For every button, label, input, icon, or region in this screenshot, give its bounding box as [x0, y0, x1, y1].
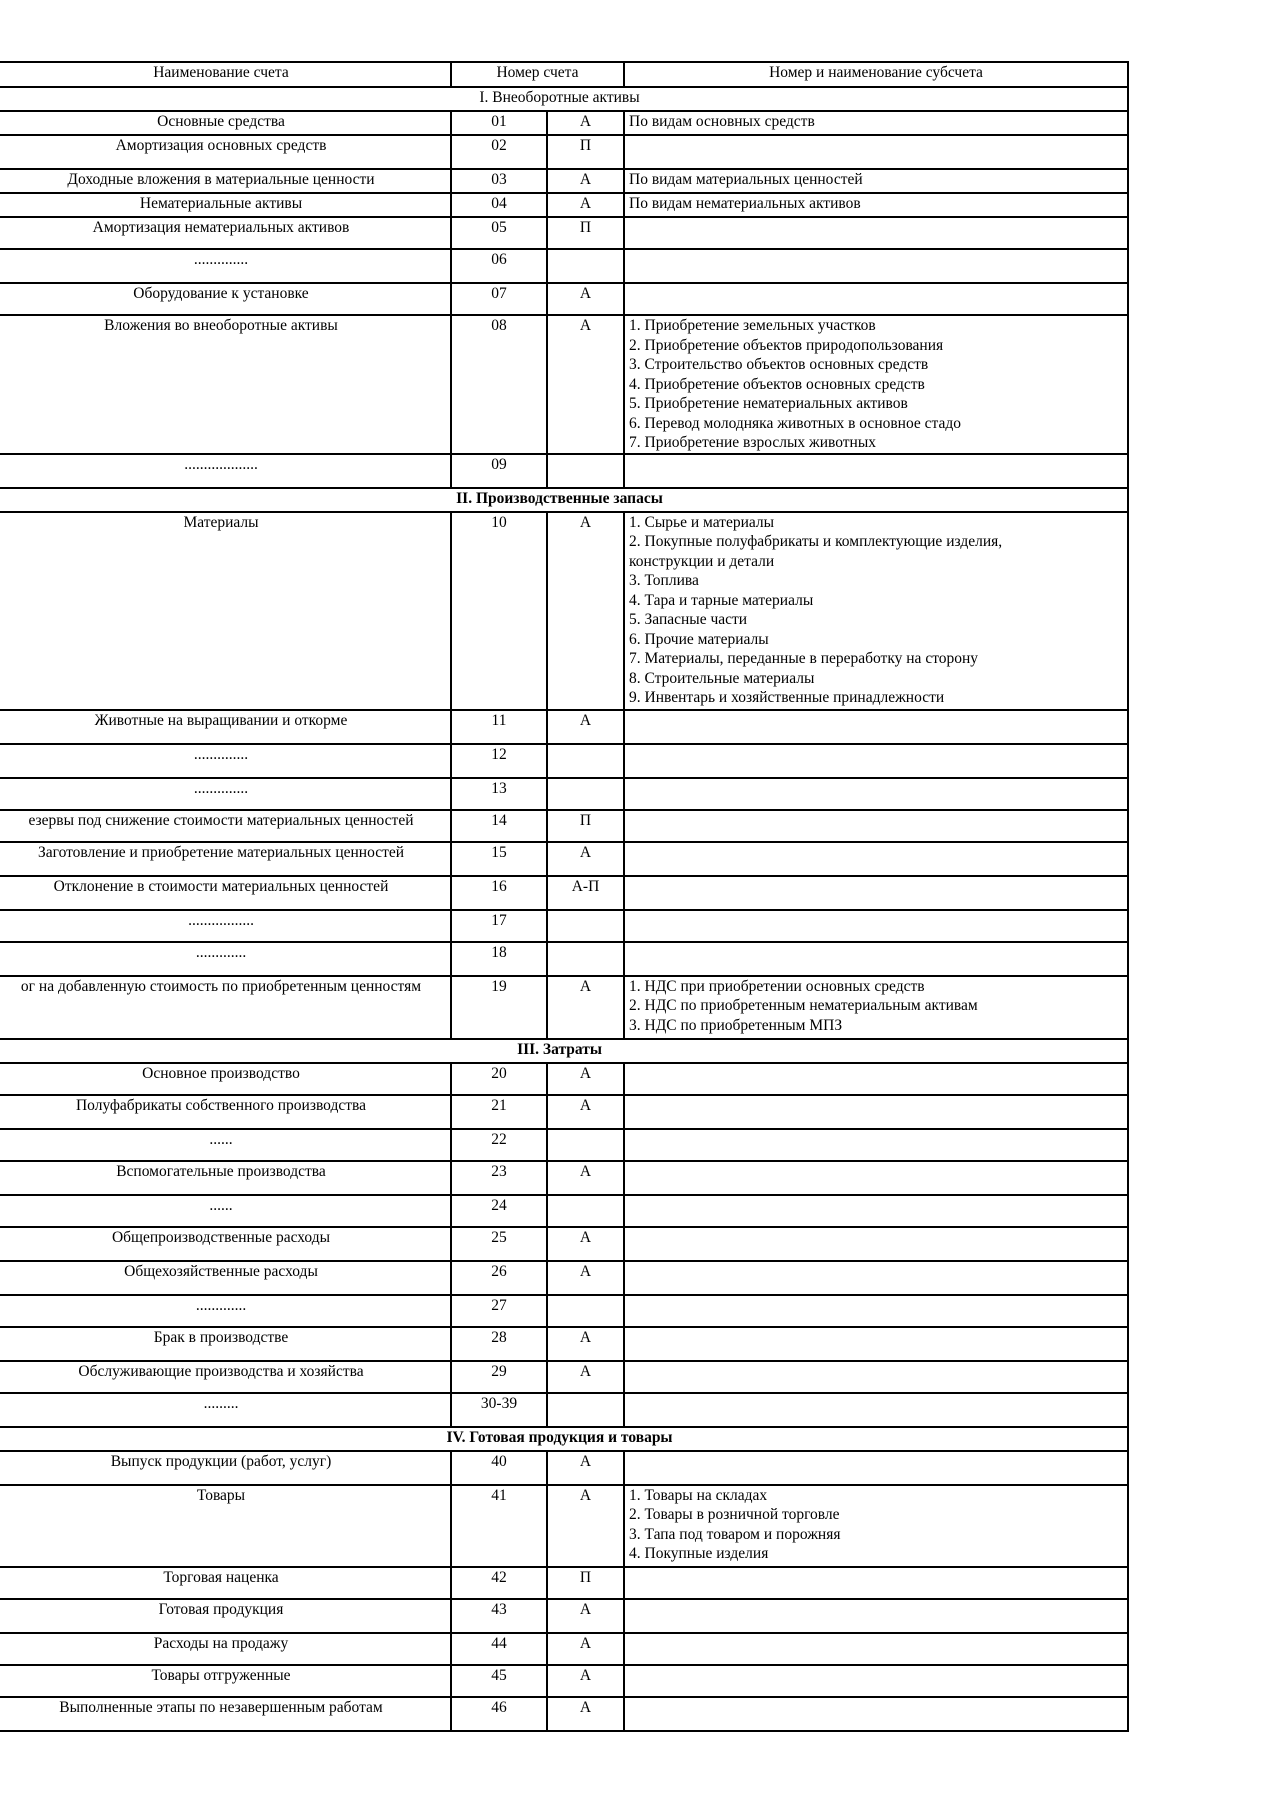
account-row — [0, 193, 1128, 217]
account-type: А — [547, 315, 624, 454]
account-row — [0, 842, 1128, 876]
subaccount-line: 3. Топлива — [629, 572, 699, 589]
account-name: Товары отгруженные — [0, 1665, 451, 1697]
account-type: А — [547, 1361, 624, 1393]
account-row — [0, 1063, 1128, 1095]
account-type: А — [547, 1095, 624, 1129]
subaccount-line: конструкции и детали — [629, 552, 775, 570]
subaccount-line: По видам основных средств — [629, 113, 815, 130]
account-type: А — [547, 1227, 624, 1261]
account-name: Материалы — [0, 512, 451, 710]
account-type — [547, 778, 624, 810]
account-row — [0, 454, 1128, 488]
account-name: .............. — [0, 778, 451, 810]
subaccounts-cell — [624, 710, 1128, 744]
account-number: 46 — [451, 1697, 547, 1731]
account-type: А — [547, 169, 624, 193]
subaccounts-cell — [624, 1095, 1128, 1129]
account-row — [0, 942, 1128, 976]
section-title: IV. Готовая продукция и товары — [0, 1427, 1128, 1451]
subaccounts-cell — [624, 1567, 1128, 1599]
account-type — [547, 1129, 624, 1161]
subaccount-line: 4. Покупные изделия — [629, 1545, 769, 1562]
account-number: 43 — [451, 1599, 547, 1633]
account-row — [0, 1451, 1128, 1485]
account-name: Доходные вложения в материальные ценности — [0, 169, 451, 193]
subaccounts-cell — [624, 942, 1128, 976]
account-name: Отклонение в стоимости материальных ценностей — [0, 876, 451, 910]
account-type — [547, 249, 624, 283]
account-row — [0, 249, 1128, 283]
subaccount-line: 5. Запасные части — [629, 611, 748, 628]
subaccounts-cell — [624, 1599, 1128, 1633]
account-row — [0, 744, 1128, 778]
subaccount-line: 1. Сырье и материалы — [629, 513, 775, 531]
subaccounts-cell — [624, 135, 1128, 169]
subaccount-line: 3. Тапа под товаром и порожняя — [629, 1525, 841, 1543]
subaccounts-cell — [624, 1393, 1128, 1427]
account-type: А — [547, 1261, 624, 1295]
subaccounts-cell — [624, 1327, 1128, 1361]
account-number: 30-39 — [451, 1393, 547, 1427]
account-type: А — [547, 976, 624, 1039]
account-number: 11 — [451, 710, 547, 744]
account-row — [0, 778, 1128, 810]
subaccount-line: 3. НДС по приобретенным МПЗ — [629, 1016, 843, 1034]
subaccounts-cell — [624, 111, 1128, 135]
header-account-number: Номер счета — [451, 62, 624, 87]
account-row — [0, 1697, 1128, 1731]
account-row — [0, 1227, 1128, 1261]
account-type: А — [547, 1063, 624, 1095]
account-type: П — [547, 810, 624, 842]
subaccounts-cell — [624, 842, 1128, 876]
account-number: 16 — [451, 876, 547, 910]
account-name: Нематериальные активы — [0, 193, 451, 217]
account-type: А — [547, 1327, 624, 1361]
account-type: П — [547, 1567, 624, 1599]
account-row — [0, 976, 1128, 1039]
subaccount-line: 4. Приобретение объектов основных средств — [629, 375, 925, 393]
account-row — [0, 1393, 1128, 1427]
account-number: 08 — [451, 315, 547, 454]
account-type: А — [547, 283, 624, 315]
account-name: Выпуск продукции (работ, услуг) — [0, 1451, 451, 1485]
account-name: Амортизация основных средств — [0, 135, 451, 169]
account-name: ...... — [0, 1129, 451, 1161]
account-number: 24 — [451, 1195, 547, 1227]
account-type: А-П — [547, 876, 624, 910]
subaccounts-cell — [624, 1195, 1128, 1227]
account-number: 20 — [451, 1063, 547, 1095]
account-row — [0, 1665, 1128, 1697]
subaccounts-cell — [624, 1227, 1128, 1261]
subaccount-line: По видам нематериальных активов — [629, 195, 861, 212]
account-number: 18 — [451, 942, 547, 976]
subaccounts-cell — [624, 1129, 1128, 1161]
account-name: Обслуживающие производства и хозяйства — [0, 1361, 451, 1393]
account-type — [547, 1195, 624, 1227]
section-title: III. Затраты — [0, 1039, 1128, 1063]
account-type: А — [547, 111, 624, 135]
account-name: Готовая продукция — [0, 1599, 451, 1633]
header-subaccount: Номер и наименование субсчета — [624, 62, 1128, 87]
account-number: 12 — [451, 744, 547, 778]
account-number: 03 — [451, 169, 547, 193]
subaccount-line: По видам материальных ценностей — [629, 171, 863, 188]
account-number: 21 — [451, 1095, 547, 1129]
account-name: Вспомогательные производства — [0, 1161, 451, 1195]
account-row — [0, 1599, 1128, 1633]
account-number: 44 — [451, 1633, 547, 1665]
account-row — [0, 1327, 1128, 1361]
account-name: ............. — [0, 942, 451, 976]
subaccounts-cell — [624, 1361, 1128, 1393]
account-number: 10 — [451, 512, 547, 710]
subaccounts-cell — [624, 876, 1128, 910]
subaccounts-cell — [624, 1485, 1128, 1567]
account-number: 22 — [451, 1129, 547, 1161]
account-type: А — [547, 710, 624, 744]
account-number: 02 — [451, 135, 547, 169]
subaccounts-cell — [624, 1063, 1128, 1095]
account-type: А — [547, 1451, 624, 1485]
account-type: А — [547, 842, 624, 876]
account-name: ................. — [0, 910, 451, 942]
account-number: 40 — [451, 1451, 547, 1485]
account-number: 06 — [451, 249, 547, 283]
account-name: Товары — [0, 1485, 451, 1567]
account-row — [0, 1161, 1128, 1195]
account-name: Общехозяйственные расходы — [0, 1261, 451, 1295]
account-number: 13 — [451, 778, 547, 810]
account-row — [0, 1095, 1128, 1129]
account-row — [0, 810, 1128, 842]
account-type — [547, 454, 624, 488]
account-number: 07 — [451, 283, 547, 315]
account-name: .............. — [0, 744, 451, 778]
subaccounts-cell — [624, 1161, 1128, 1195]
header-account-name: Наименование счета — [0, 62, 451, 87]
section-title: II. Производственные запасы — [0, 488, 1128, 512]
account-type — [547, 1295, 624, 1327]
account-row — [0, 1361, 1128, 1393]
account-number: 01 — [451, 111, 547, 135]
account-type: А — [547, 1485, 624, 1567]
account-type — [547, 744, 624, 778]
account-row — [0, 283, 1128, 315]
account-name: Общепроизводственные расходы — [0, 1227, 451, 1261]
subaccount-line: 1. Приобретение земельных участков — [629, 317, 876, 334]
subaccounts-cell — [624, 454, 1128, 488]
account-number: 09 — [451, 454, 547, 488]
subaccounts-cell — [624, 778, 1128, 810]
account-row — [0, 512, 1128, 710]
subaccounts-cell — [624, 1261, 1128, 1295]
account-name: .............. — [0, 249, 451, 283]
subaccounts-cell — [624, 744, 1128, 778]
account-type — [547, 1393, 624, 1427]
account-number: 15 — [451, 842, 547, 876]
account-name: Брак в производстве — [0, 1327, 451, 1361]
account-name: Основные средства — [0, 111, 451, 135]
subaccount-line: 2. Покупные полуфабрикаты и комплектующие изделия, — [629, 533, 1003, 550]
account-number: 42 — [451, 1567, 547, 1599]
subaccounts-cell — [624, 193, 1128, 217]
subaccounts-cell — [624, 283, 1128, 315]
account-row — [0, 1195, 1128, 1227]
account-name: ......... — [0, 1393, 451, 1427]
account-row — [0, 169, 1128, 193]
account-number: 05 — [451, 217, 547, 249]
account-number: 29 — [451, 1361, 547, 1393]
subaccount-line: 8. Строительные материалы — [629, 669, 815, 687]
account-row — [0, 111, 1128, 135]
subaccounts-cell — [624, 810, 1128, 842]
account-number: 19 — [451, 976, 547, 1039]
subaccount-line: 7. Материалы, переданные в переработку на сторону — [629, 650, 979, 667]
account-row — [0, 876, 1128, 910]
account-type: П — [547, 135, 624, 169]
account-type: А — [547, 1633, 624, 1665]
subaccount-line: 7. Приобретение взрослых животных — [629, 434, 876, 451]
account-type: А — [547, 1161, 624, 1195]
section-title: I. Внеоборотные активы — [0, 87, 1128, 111]
account-name: Выполненные этапы по незавершенным работам — [0, 1697, 451, 1731]
account-name: ................... — [0, 454, 451, 488]
subaccount-line: 2. Товары в розничной торговле — [629, 1506, 840, 1523]
subaccount-line: 5. Приобретение нематериальных активов — [629, 395, 908, 412]
account-name: Заготовление и приобретение материальных ценностей — [0, 842, 451, 876]
account-name: ог на добавленную стоимость по приобретенным ценностям — [0, 976, 451, 1039]
subaccount-line: 6. Перевод молодняка животных в основное стадо — [629, 414, 962, 432]
account-row — [0, 710, 1128, 744]
subaccounts-cell — [624, 910, 1128, 942]
subaccounts-cell — [624, 1633, 1128, 1665]
account-type: А — [547, 512, 624, 710]
account-row — [0, 1261, 1128, 1295]
account-name: Амортизация нематериальных активов — [0, 217, 451, 249]
account-number: 41 — [451, 1485, 547, 1567]
account-name: Полуфабрикаты собственного производства — [0, 1095, 451, 1129]
subaccounts-cell — [624, 1665, 1128, 1697]
subaccounts-cell — [624, 1451, 1128, 1485]
account-name: Основное производство — [0, 1063, 451, 1095]
account-name: Торговая наценка — [0, 1567, 451, 1599]
account-number: 25 — [451, 1227, 547, 1261]
account-number: 17 — [451, 910, 547, 942]
account-type: П — [547, 217, 624, 249]
subaccounts-cell — [624, 217, 1128, 249]
subaccounts-cell — [624, 169, 1128, 193]
account-name: езервы под снижение стоимости материальных ценностей — [0, 810, 451, 842]
subaccounts-cell — [624, 1697, 1128, 1731]
subaccounts-cell — [624, 512, 1128, 710]
account-row — [0, 910, 1128, 942]
account-row — [0, 1485, 1128, 1567]
account-name: Вложения во внеоборотные активы — [0, 315, 451, 454]
account-type — [547, 910, 624, 942]
account-number: 27 — [451, 1295, 547, 1327]
account-row — [0, 1567, 1128, 1599]
subaccounts-cell — [624, 315, 1128, 454]
subaccount-line: 3. Строительство объектов основных средств — [629, 356, 929, 373]
subaccount-line: 1. НДС при приобретении основных средств — [629, 977, 925, 995]
section-header-row — [0, 1039, 1128, 1063]
account-type — [547, 942, 624, 976]
account-number: 45 — [451, 1665, 547, 1697]
account-row — [0, 1295, 1128, 1327]
account-number: 14 — [451, 810, 547, 842]
subaccounts-cell — [624, 249, 1128, 283]
subaccount-line: 1. Товары на складах — [629, 1486, 768, 1504]
subaccount-line: 2. Приобретение объектов природопользования — [629, 336, 944, 354]
subaccount-line: 2. НДС по приобретенным нематериальным активам — [629, 997, 978, 1014]
account-name: ............. — [0, 1295, 451, 1327]
account-number: 04 — [451, 193, 547, 217]
subaccounts-cell — [624, 976, 1128, 1039]
account-name: Животные на выращивании и откорме — [0, 710, 451, 744]
account-row — [0, 1129, 1128, 1161]
account-type: А — [547, 1697, 624, 1731]
account-number: 23 — [451, 1161, 547, 1195]
account-name: ...... — [0, 1195, 451, 1227]
account-type: А — [547, 1599, 624, 1633]
account-number: 28 — [451, 1327, 547, 1361]
section-header-row — [0, 488, 1128, 512]
account-row — [0, 1633, 1128, 1665]
account-name: Оборудование к установке — [0, 283, 451, 315]
subaccount-line: 4. Тара и тарные материалы — [629, 591, 814, 609]
header-row — [0, 62, 1128, 87]
account-number: 26 — [451, 1261, 547, 1295]
account-row — [0, 135, 1128, 169]
account-row — [0, 315, 1128, 454]
subaccount-line: 6. Прочие материалы — [629, 630, 769, 648]
section-header-row — [0, 1427, 1128, 1451]
account-name: Расходы на продажу — [0, 1633, 451, 1665]
section-header-row — [0, 87, 1128, 111]
account-row — [0, 217, 1128, 249]
account-type: А — [547, 193, 624, 217]
account-type: А — [547, 1665, 624, 1697]
subaccounts-cell — [624, 1295, 1128, 1327]
chart-of-accounts-table — [0, 61, 1129, 1732]
subaccount-line: 9. Инвентарь и хозяйственные принадлежности — [629, 689, 945, 706]
